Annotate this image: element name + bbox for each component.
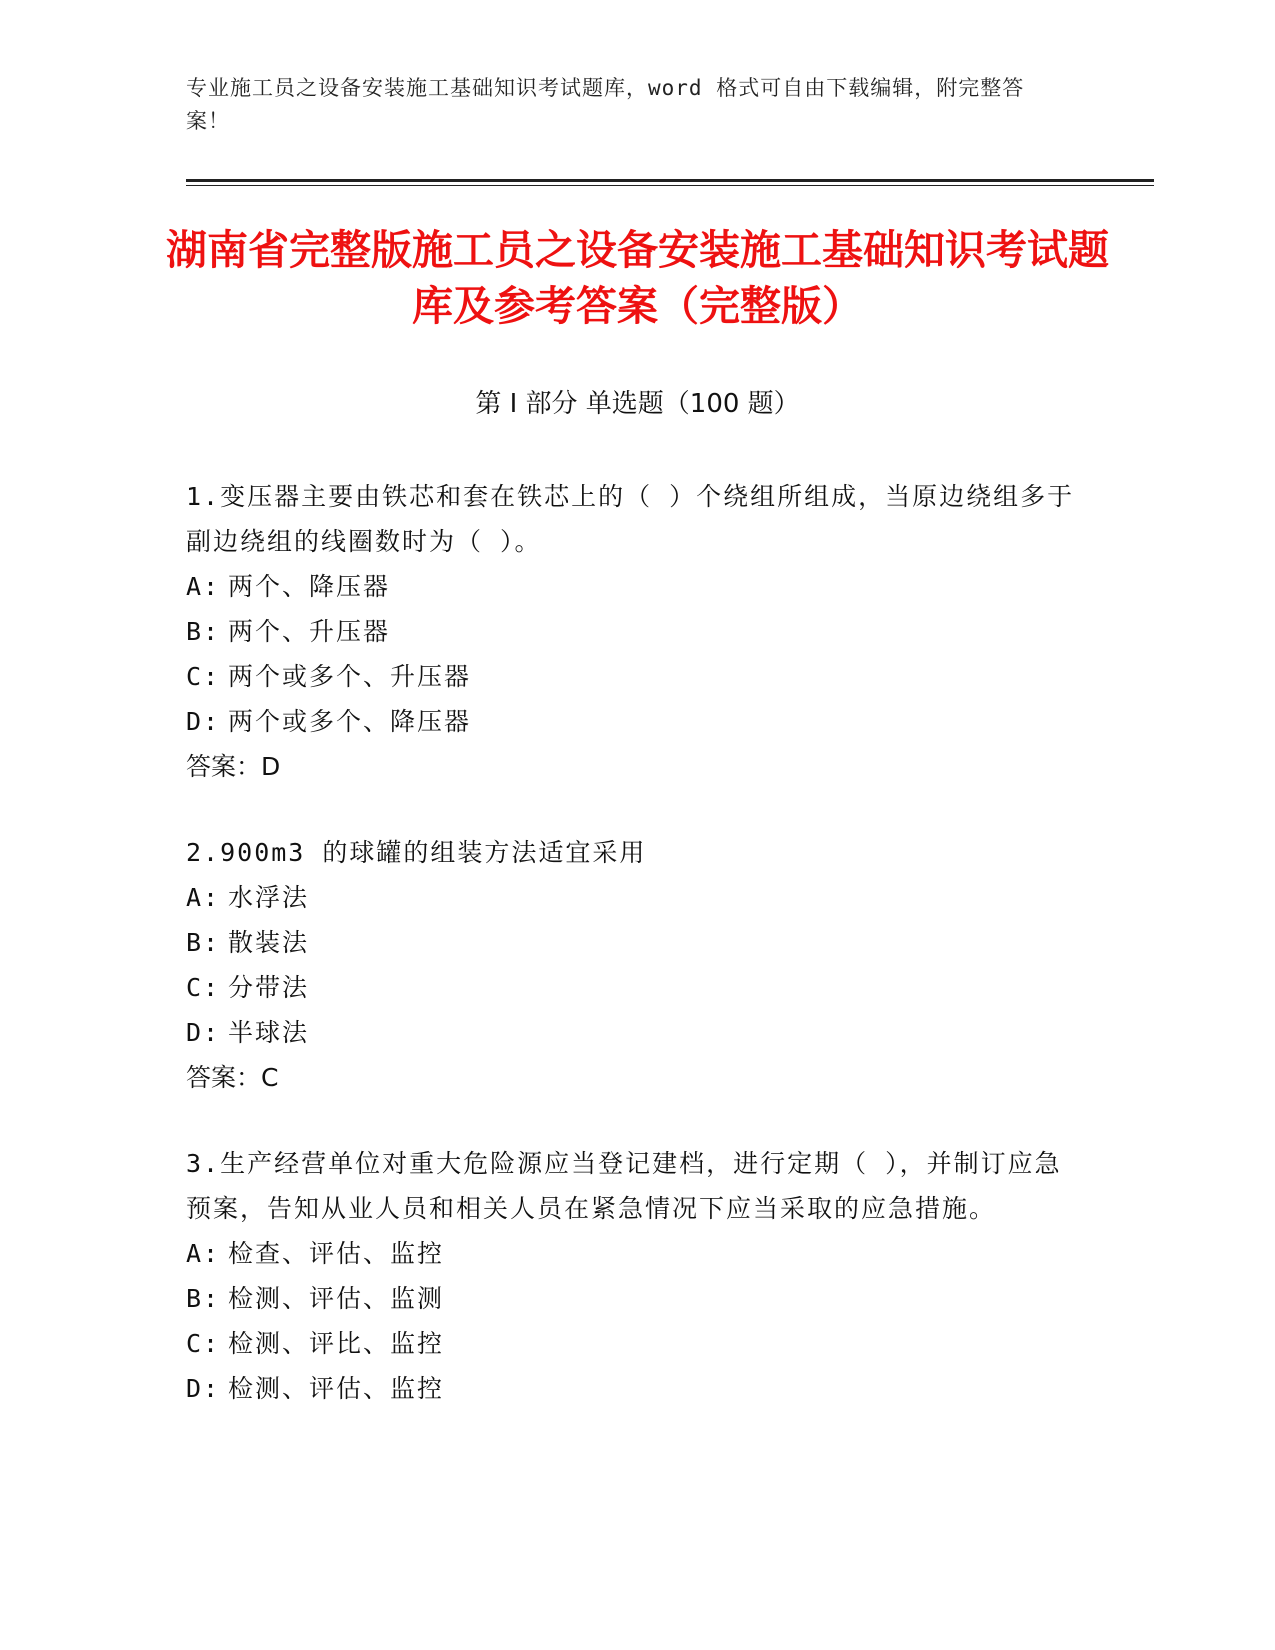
option-text: 检测、评估、监控 [228,1374,445,1403]
question-item [186,830,1076,1100]
option-key: C: [186,973,221,1002]
option-a [186,875,1076,920]
question-stem: 2.900m3 的球罐的组装方法适宜采用 [186,838,647,867]
option-text: 散装法 [228,928,310,957]
option-a [186,564,1076,609]
option-a [186,1231,1076,1276]
option-key: C: [186,662,221,691]
question-item [186,474,1076,789]
header-note: 专业施工员之设备安装施工基础知识考试题库，word 格式可自由下载编辑，附完整答案！ [186,76,1025,133]
option-key: D: [186,1374,221,1403]
option-b [186,609,1076,654]
option-text: 两个或多个、降压器 [228,707,472,736]
header-divider-thick [186,179,1154,182]
section-title: 第 I 部分 单选题（100 题） [475,389,800,419]
option-key: D: [186,707,221,736]
option-text: 检测、评比、监控 [228,1329,445,1358]
option-key: A: [186,572,221,601]
option-c [186,1321,1076,1366]
option-text: 水浮法 [228,883,310,912]
option-key: D: [186,1018,221,1047]
option-text: 半球法 [228,1018,310,1047]
option-c [186,654,1076,699]
option-text: 分带法 [228,973,310,1002]
option-key: B: [186,617,221,646]
question-item [186,1141,1076,1411]
option-b [186,920,1076,965]
question-stem: 1.变压器主要由铁芯和套在铁芯上的（ ）个绕组所组成，当原边绕组多于副边绕组的线圈数时为（ ）。 [186,482,1075,556]
option-text: 两个或多个、升压器 [228,662,472,691]
option-text: 两个、降压器 [228,572,391,601]
question-stem: 3.生产经营单位对重大危险源应当登记建档，进行定期（ ），并制订应急预案，告知从业人员和相关人员在紧急情况下应当采取的应急措施。 [186,1149,1062,1223]
option-key: B: [186,928,221,957]
answer-line: 答案：C [186,1063,279,1092]
answer-line: 答案：D [186,752,281,781]
option-text: 两个、升压器 [228,617,391,646]
option-d [186,1366,1076,1411]
option-key: B: [186,1284,221,1313]
option-b [186,1276,1076,1321]
question-list [186,474,1076,1452]
document-title: 湖南省完整版施工员之设备安装施工基础知识考试题库及参考答案（完整版） [166,226,1109,330]
option-c [186,965,1076,1010]
option-d [186,1010,1076,1055]
option-key: A: [186,883,221,912]
option-key: A: [186,1239,221,1268]
header-divider-thin [186,185,1154,186]
option-text: 检查、评估、监控 [228,1239,445,1268]
option-text: 检测、评估、监测 [228,1284,445,1313]
option-key: C: [186,1329,221,1358]
option-d [186,699,1076,744]
